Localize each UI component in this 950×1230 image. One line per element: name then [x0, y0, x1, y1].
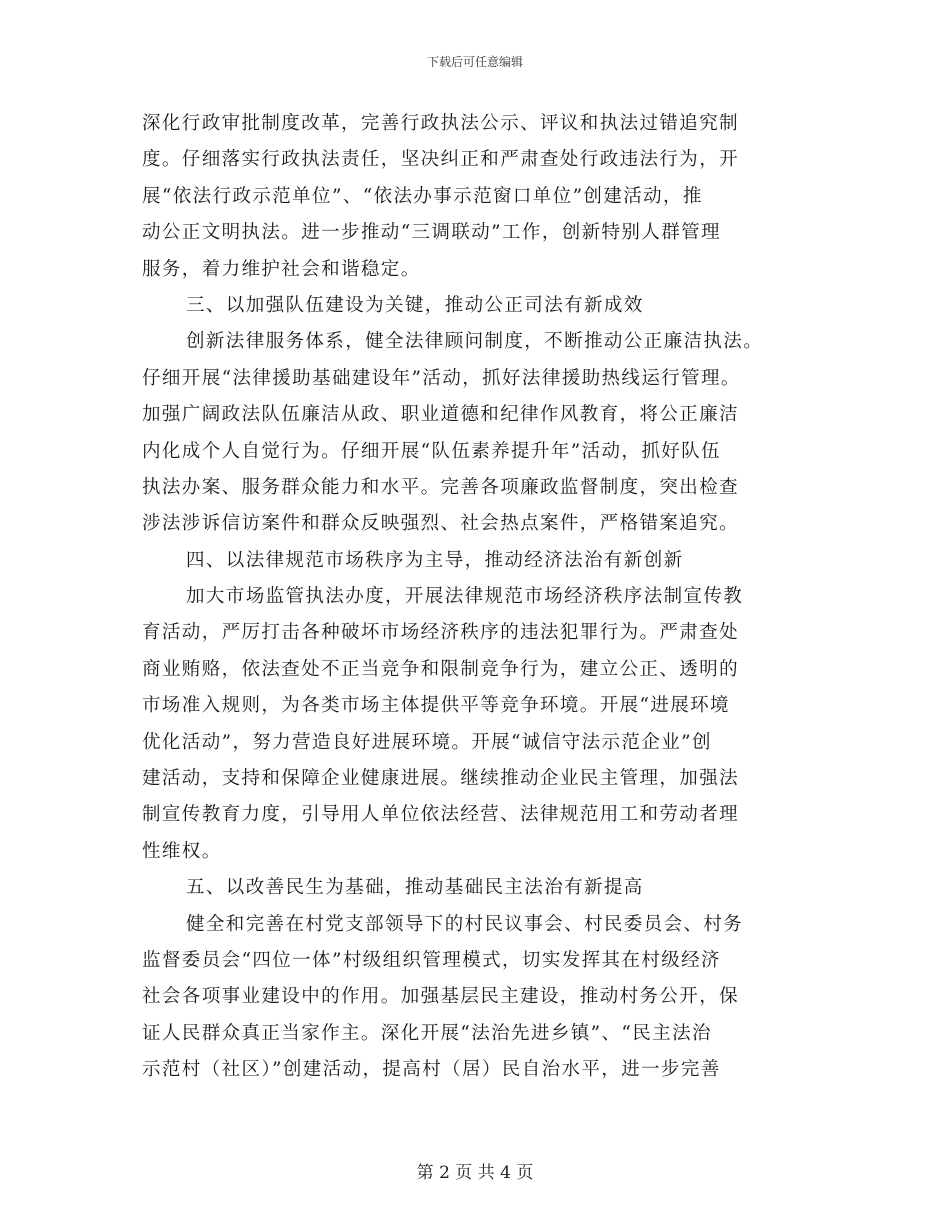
text-line: 建活动，支持和保障企业健康进展。继续推动企业民主管理，加强法: [142, 768, 740, 790]
text-line: 性维权。: [142, 840, 222, 862]
text-line: 加强广阔政法队伍廉洁从政、职业道德和纪律作风教育，将公正廉洁: [142, 404, 740, 426]
text-line: 市场准入规则，为各类市场主体提供平等竞争环境。开展“进展环境: [142, 695, 730, 717]
text-line: 监督委员会“四位一体”村级组织管理模式，切实发挥其在村级经济: [142, 949, 721, 971]
text-line: 社会各项事业建设中的作用。加强基层民主建设，推动村务公开，保: [142, 986, 740, 1008]
text-line: 展“依法行政示范单位”、“依法办事示范窗口单位”创建活动，推: [142, 185, 703, 207]
text-line: 优化活动”，努力营造良好进展环境。开展“诚信守法示范企业”创: [142, 731, 712, 753]
text-line: 证人民群众真正当家作主。深化开展“法治先进乡镇”、“民主法治: [142, 1022, 712, 1044]
text-line: 动公正文明执法。进一步推动“三调联动”工作，创新特别人群管理: [142, 222, 721, 244]
text-line: 仔细开展“法律援助基础建设年”活动，抓好法律援助热线运行管理。: [142, 367, 741, 389]
header-note: 下载后可任意编辑: [426, 55, 523, 69]
text-line: 育活动，严厉打击各种破坏市场经济秩序的违法犯罪行为。严肃查处: [142, 622, 740, 644]
paragraph-start-line: 三、以加强队伍建设为关键，推动公正司法有新成效: [186, 294, 644, 316]
paragraph-start-line: 五、以改善民生为基础，推动基础民主法治有新提高: [186, 877, 644, 899]
text-line: 度。仔细落实行政执法责任，坚决纠正和严肃查处行政违法行为，开: [142, 149, 740, 171]
text-line: 涉法涉诉信访案件和群众反映强烈、社会热点案件，严格错案追究。: [142, 513, 740, 535]
page-number-footer: 第 2 页 共 4 页: [416, 1163, 534, 1183]
text-line: 制宣传教育力度，引导用人单位依法经营、法律规范用工和劳动者理: [142, 804, 740, 826]
paragraph-start-line: 健全和完善在村党支部领导下的村民议事会、村民委员会、村务: [186, 913, 744, 935]
paragraph-start-line: 加大市场监管执法办度，开展法律规范市场经济秩序法制宣传教: [186, 586, 744, 608]
paragraph-start-line: 四、以法律规范市场秩序为主导，推动经济法治有新创新: [186, 549, 684, 571]
text-line: 服务，着力维护社会和谐稳定。: [142, 258, 421, 280]
text-line: 示范村（社区）”创建活动，提高村（居）民自治水平，进一步完善: [142, 1059, 721, 1081]
text-line: 深化行政审批制度改革，完善行政执法公示、评议和执法过错追究制: [142, 113, 740, 134]
text-line: 商业贿赂，依法查处不正当竞争和限制竞争行为，建立公正、透明的: [142, 658, 740, 680]
paragraph-start-line: 创新法律服务体系，健全法律顾问制度，不断推动公正廉洁执法。: [186, 331, 764, 353]
document-body: [142, 106, 808, 1089]
text-line: 执法办案、服务群众能力和水平。完善各项廉政监督制度，突出检查: [142, 476, 740, 498]
text-line: 内化成个人自觉行为。仔细开展“队伍素养提升年”活动，抓好队伍: [142, 440, 721, 462]
